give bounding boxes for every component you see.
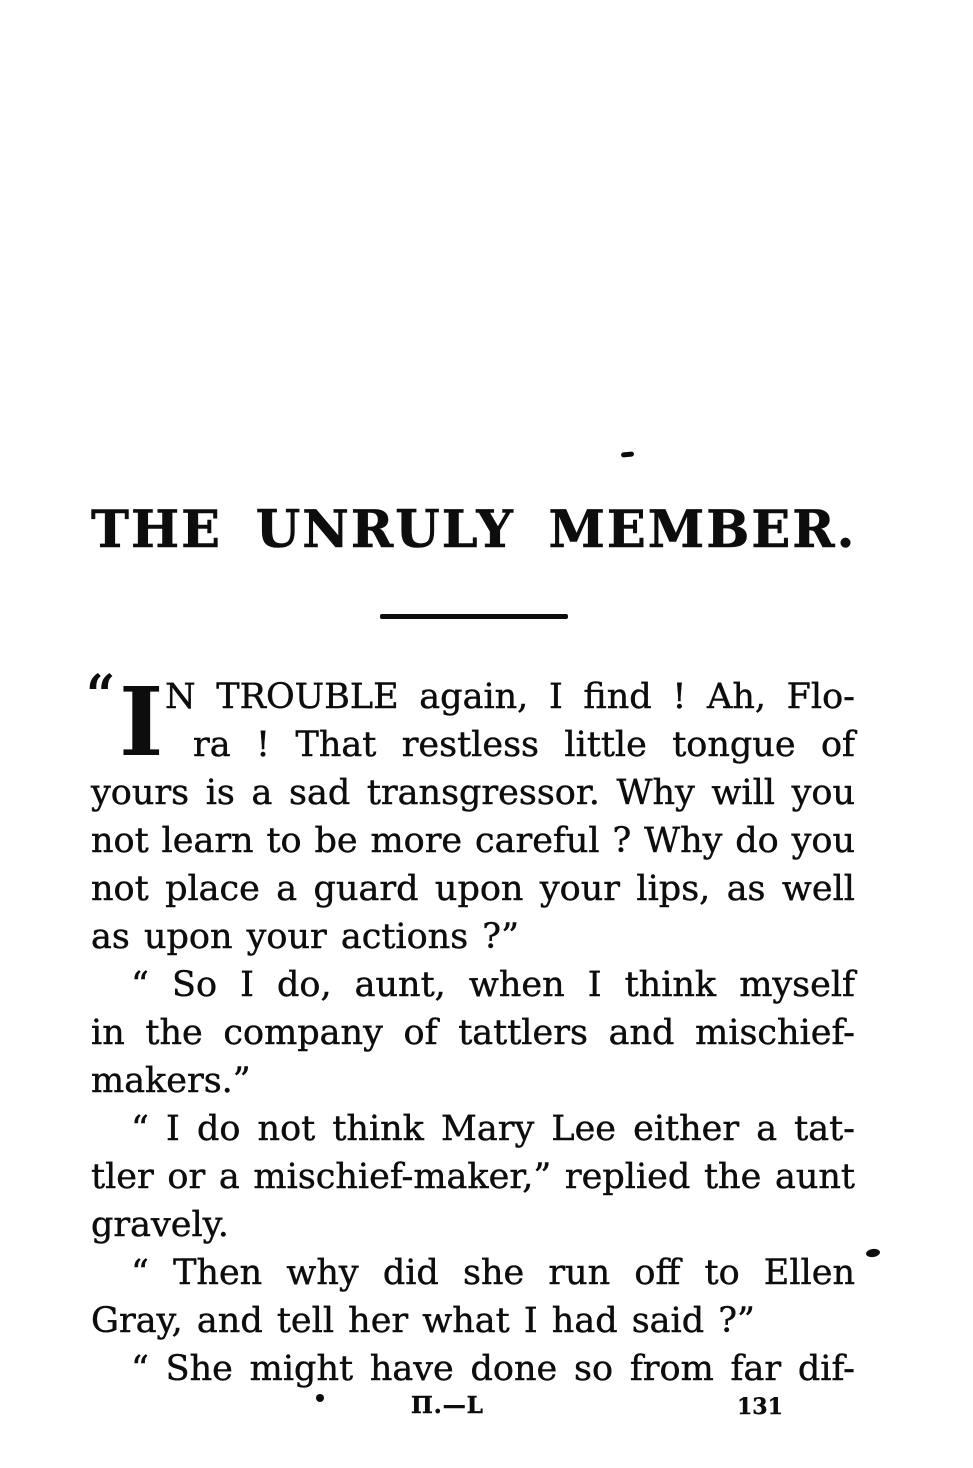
text-line: not place a guard upon your lips, as well (91, 869, 855, 909)
chapter-title: THE UNRULY MEMBER. (91, 500, 857, 560)
text-line: not learn to be more careful ? Why do you (91, 821, 855, 861)
ink-smudge-dash (621, 451, 634, 457)
ink-smudge-dot-right-margin (866, 1248, 881, 1258)
text-line: ra ! That restless little tongue of (193, 725, 855, 765)
body-text-column (91, 667, 855, 1393)
text-line: as upon your actions ?” (91, 917, 519, 957)
text-line: “ Then why did she run off to Ellen (131, 1253, 855, 1293)
signature-mark: Π.—L (411, 1392, 484, 1419)
text-line: “ I do not think Mary Lee either a tat- (131, 1109, 855, 1149)
text-line: yours is a sad transgressor. Why will you (91, 773, 855, 813)
text-line: tler or a mischief-maker,” replied the aunt (91, 1157, 855, 1197)
page-number: 131 (737, 1394, 783, 1420)
text-line: N TROUBLE again, I find ! Ah, Flo- (165, 677, 855, 717)
text-line: in the company of tattlers and mischief- (91, 1013, 855, 1053)
dropcap-open-quote: “ (84, 663, 115, 733)
text-line: “ So I do, aunt, when I think myself (131, 965, 855, 1005)
text-line: “ She might have done so from far dif- (131, 1349, 855, 1389)
ink-smudge-dot-footer (316, 1394, 324, 1402)
title-rule-divider (380, 614, 568, 619)
text-line: makers.” (91, 1061, 251, 1101)
dropcap-letter: I (119, 667, 164, 778)
text-line: Gray, and tell her what I had said ?” (91, 1301, 755, 1341)
text-line: gravely. (91, 1205, 229, 1245)
